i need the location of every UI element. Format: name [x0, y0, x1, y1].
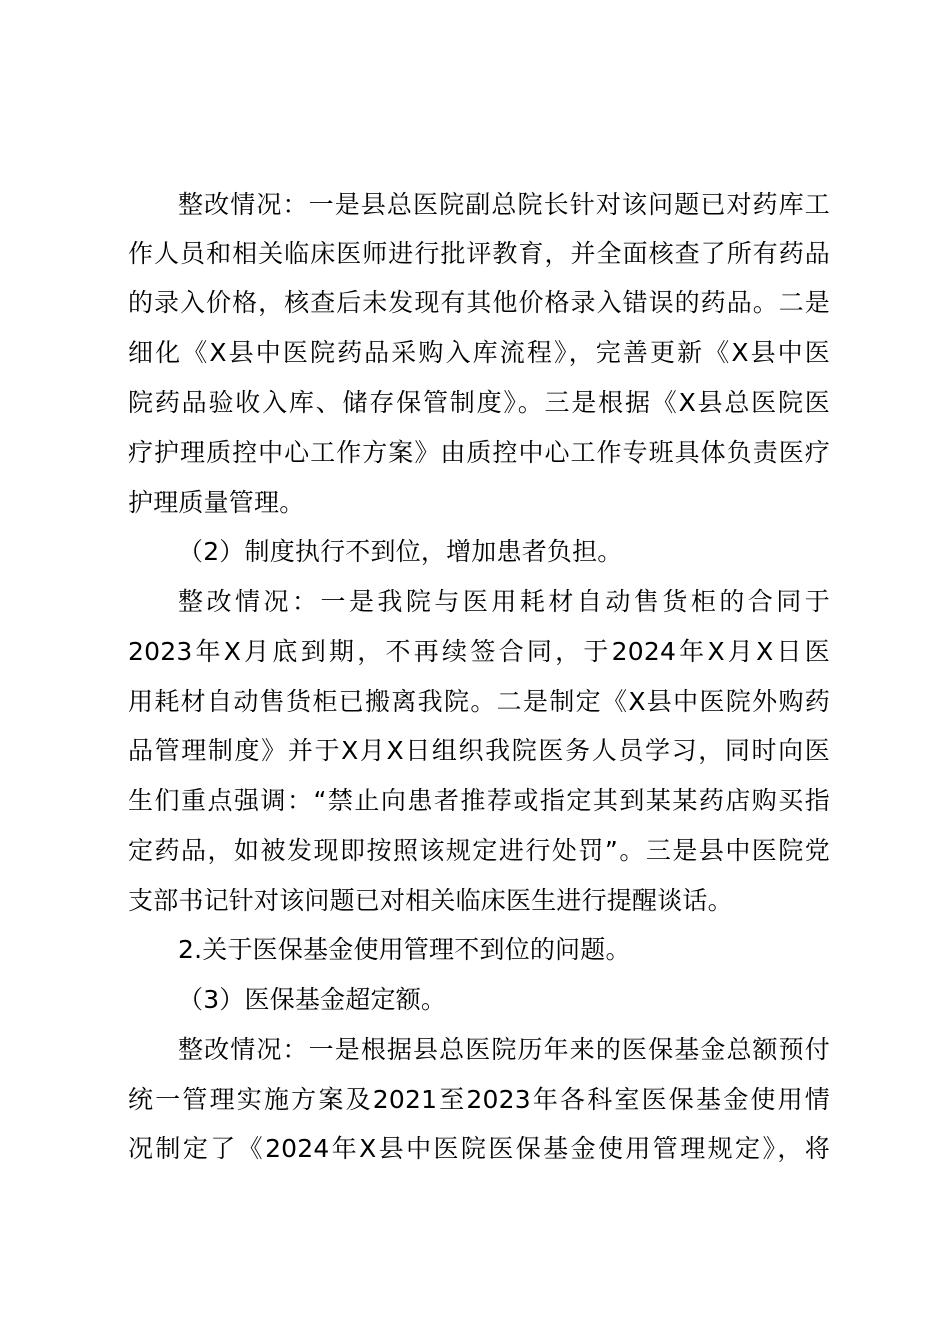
section-heading-2: （2）制度执行不到位，增加患者负担。 [178, 537, 623, 566]
text-line-2: 作人员和相关临床医师进行批评教育，并全面核查了所有药品 [128, 239, 830, 268]
text-line-14: 定药品，如被发现即按照该规定进行处罚”。三是县中医院党 [128, 836, 830, 865]
text-line-19: 统一管理实施方案及2021至2023年各科室医保基金使用情 [128, 1085, 830, 1114]
text-line-3: 的录入价格，核查后未发现有其他价格录入错误的药品。二是 [128, 288, 830, 317]
text-line-7: 护理质量管理。 [128, 488, 305, 517]
text-line-13: 生们重点强调：“禁止向患者推荐或指定其到某某药店购买指 [128, 786, 830, 815]
section-heading-3: （3）医保基金超定额。 [178, 985, 447, 1014]
text-line-4: 细化《X县中医院药品采购入库流程》，完善更新《X县中医 [128, 338, 830, 367]
text-line-10: 2023年X月底到期，不再续签合同，于2024年X月X日医 [128, 637, 830, 666]
text-line-20: 况制定了《2024年X县中医院医保基金使用管理规定》，将 [128, 1134, 830, 1163]
text-line-1: 整改情况：一是县总医院副总院长针对该问题已对药库工 [178, 190, 830, 219]
text-line-18: 整改情况：一是根据县总医院历年来的医保基金总额预付 [178, 1035, 830, 1064]
text-line-11: 用耗材自动售货柜已搬离我院。二是制定《X县中医院外购药 [128, 687, 830, 716]
text-line-12: 品管理制度》并于X月X日组织我院医务人员学习，同时向医 [128, 736, 830, 765]
text-line-9: 整改情况：一是我院与医用耗材自动售货柜的合同于 [178, 587, 830, 616]
text-line-5: 院药品验收入库、储存保管制度》。三是根据《X县总医院医 [128, 388, 830, 417]
section-heading-issue-2: 2.关于医保基金使用管理不到位的问题。 [178, 935, 631, 964]
text-line-6: 疗护理质控中心工作方案》由质控中心工作专班具体负责医疗 [128, 438, 830, 467]
text-line-15: 支部书记针对该问题已对相关临床医生进行提醒谈话。 [128, 886, 733, 915]
